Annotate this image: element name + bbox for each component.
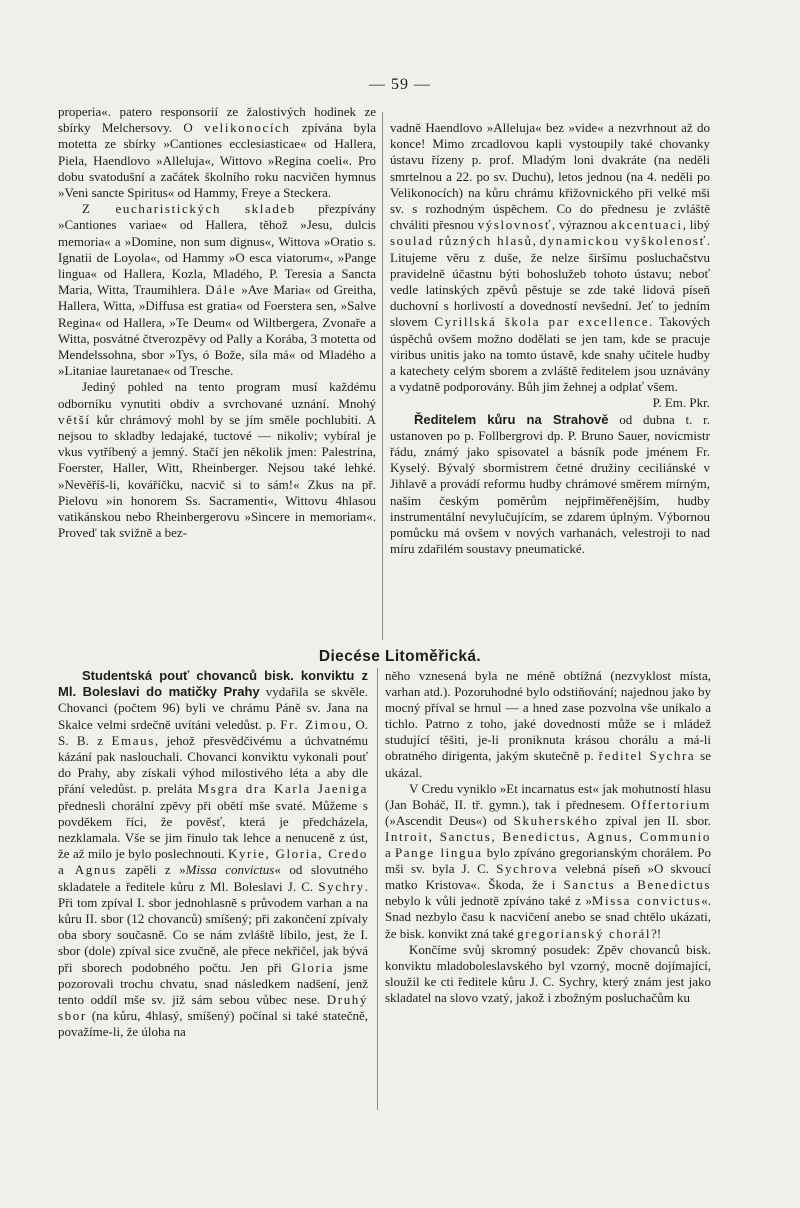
text: přednesli chorální zpěvy při obětí mše svaté. Můžeme s povděkem říci, že pověsť, která je předcházela, nezklamala. Vše se jim řinulo tak lehce a nenuceně z úst, že až milo je bylo poslechnouti. <box>58 797 368 862</box>
text: od dubna t. r. ustanoven po p. Follbergrovi dp. P. Bruno Sauer, novicmistr řádu, známý jako spisovatel a básník pode jménem Fr. Kyselý. Bývalý sbormistrem četné družiny ceciliánské v Jihlavě a provádí reformu hudby chrámové směrem mírným, našim českým poměrům nejpřiměřenějším, hudby instrumentální nevylučujícím, se zdarem úplným. Výbornou pomůcku má ovšem v nových varhanách, velestroji to nad míru zdařilém soustavy pneumatické. <box>390 411 710 557</box>
spaced-text: Fr. Zimou <box>280 716 348 732</box>
text: jsme pozorovali trochu chvatu, snad následkem nadšení, jenž tento oddíl mše sv. již sám sebou vůbec nese. <box>58 959 368 1008</box>
text: Jediný pohled na tento program musí každému odborníku vynutiti obdiv a svrchované uznání. Mnohý <box>58 379 376 411</box>
text: ?! <box>651 925 662 941</box>
spaced-text: výslovnosť <box>477 217 552 233</box>
text: (na kůru, 4hlasý, smíšený) počínal si také statečně, považíme-li, že úloha na <box>58 1008 368 1040</box>
spaced-text: Gloria <box>291 959 334 975</box>
text: «. Snad nezbylo času k nacvičení anebo se snad chtělo ukázati, že bisk. konvikt zná také <box>385 893 711 941</box>
spaced-text: Msgra dra Karla Jaeniga <box>197 781 369 797</box>
signature: P. Em. Pkr. <box>652 395 710 411</box>
paragraph <box>385 781 711 942</box>
spaced-text: Sychrova <box>496 861 559 877</box>
spaced-text: akcentuaci <box>611 217 683 233</box>
text: . Takových úspěchů ovšem možno dodělati se jen tam, kde se pracuje viribus unitis jako na tomto ústavě, kde snahy učitele hudby a katechety celým sborem a zvláště ředitelem jsou uznávány a vydatně podporovány. Bůh jim žehnej a odplať všem. <box>390 314 710 395</box>
paragraph <box>385 942 711 1006</box>
text: velebná píseň »O skvoucí matko Kristova«. Škoda, že i <box>385 861 711 893</box>
text: , jehož přesvědčivému a úchvatnému kázání pak naslouchali. Chovanci konviktu vykonali pouť do Prahy, aby získali výhod milostivého léta a aby dle přání veledůst. p. preláta <box>58 732 369 797</box>
column-top-left <box>58 104 376 541</box>
spaced-text: větší <box>58 411 91 427</box>
text: zapěli z » <box>116 862 186 878</box>
text: , <box>532 233 540 249</box>
spaced-text: Sanctus <box>563 877 616 893</box>
text: , výraznou <box>552 217 612 233</box>
spaced-text: Dále <box>205 282 237 298</box>
paragraph <box>390 120 710 412</box>
spaced-text: Missa convictus <box>591 893 702 909</box>
spaced-text: Z eucharistických skladeb <box>82 201 296 217</box>
column-divider-top <box>382 112 383 640</box>
text: « od slovutného skladatele a ředitele kůru z Ml. Boleslavi J. C. <box>58 862 369 894</box>
column-divider-bottom <box>377 668 378 1110</box>
text: (»Ascendit Deus«) od <box>385 812 514 828</box>
text: . Litujeme věru z duše, že nelze širšímu posluchačstvu pravidelně účastnu býti bohoslužeb tohoto ústavu; neboť vedle latinských zpěvů pěstuje se zde také lidová píseň duchovní s horlivostí a dovedností nevšední. Jeť to jedním slovem <box>390 233 710 330</box>
text: zpívána byla motetta ze sbírky »Cantiones ecclesiasticae« od Hallera, Piela, Haendlovo »Alleluja«, Wittovo »Regina coeli«. Pro dobu svatodušní a začátek školního roku nacvičen hymnus »Veni sancte Spiritus« od Hammy, Freye a Steckera. <box>58 120 376 201</box>
spaced-text: Pange lingua <box>394 845 483 861</box>
text: zpíval jen II. sbor. <box>598 812 711 828</box>
italic-text: Missa convictus <box>185 862 275 878</box>
text: bylo zpíváno gregorianským chorálem. Po mši sv. byla J. C. <box>385 845 711 877</box>
paragraph-heading: Ředitelem kůru na Strahově <box>414 411 609 427</box>
text: properia«. patero responsorií ze žalostivých hodinek ze sbírky Melchersovy. O <box>58 104 376 136</box>
spaced-text: gregorianský chorál <box>517 925 652 941</box>
page-number: — 59 — <box>369 76 431 93</box>
text: něho vznesená byla ne méně obtížná (nezvyklost místa, varhan atd.). Pozoruhodné bylo odstiňování; najednou jako by mocný příval se hrnul — a hned zase pozvolna vše unikalo a tichlo. Patrno z toho, jaké dovednosti může se i mládež studující těšiti, je-li proniknuta krásou chorálu a má-li obratného dirigenta, jakým skutečně p. <box>385 668 711 764</box>
text: a <box>385 845 395 861</box>
paragraph <box>58 201 376 379</box>
paragraph-heading: Studentská pouť chovanců bisk. konviktu z Ml. Boleslavi do matičky Prahy <box>58 668 368 700</box>
spaced-text: Cyrillská škola par excellence <box>434 314 650 330</box>
spaced-text: Kyrie, Gloria, Credo a Agnus <box>58 846 368 878</box>
spaced-text: velikonocích <box>204 120 291 136</box>
text: přezpívány »Cantiones variae« od Hallera, těhož »Jesu, dulcis memoria« a »Domine, non sum dignus«, Wittova »Oratio s. Ignatii de Loyola«, od Hammy »O esca viatorum«, »Pange lingua« od Hallera, Kozla, Mladého, P. Teresia a Sancta Maria, Witta, Traumihlera. <box>58 201 376 298</box>
spaced-text: ředitel Sychra <box>598 748 696 764</box>
paragraph <box>58 668 368 1041</box>
spaced-text: Benedictus <box>637 877 711 893</box>
paragraph <box>385 668 711 781</box>
text: a <box>615 877 638 893</box>
spaced-text: Sychry <box>318 878 365 894</box>
text: kůr chrámový mohl by se jím směle pochlubiti. A nejsou to skladby ledajaké, tuctové — nikoliv; vybíral je vkus vytříbený a jemný. Stačí jen několik jmen: Palestrina, Foerster, Haller, Witt, Rheinberger. Nejsou také lehké. »Nevěříš-li, kováříčku, nacvič si to sám!« Zkus na př. Pielovu »in honorem Ss. Sacramenti«, Wittovu 4hlasou vatikánskou nebo Rheinbergerovu »Sincere in memoriam«. Proveď tak svižně a bez- <box>58 411 376 541</box>
text: se ukázal. <box>385 748 711 780</box>
column-top-right <box>390 120 710 557</box>
spaced-text: soulad různých hlasů <box>390 233 533 249</box>
text: . Při tom zpíval I. sbor jednohlasně s průvodem varhan a na kůru II. sbor (12 chovanců) smíšený; při zakončení zpívaly oba sbory současně. Co se nám zvláště líbilo, jest, že I. sbor (dole) zpíval sice zvučně, ale přece nekřičel, jak bývá při sborech podobného počtu. Jen při <box>58 878 368 975</box>
text: vydařila se skvěle. Chovanci (počtem 96) byli ve chrámu Páně sv. Jana na Skalce velmi srdečně uvítáni veledůst. p. <box>58 684 368 732</box>
spaced-text: Skuherského <box>513 812 599 828</box>
spaced-text: Introit, Sanctus, Benedictus, Agnus, Communio <box>385 828 711 844</box>
spaced-text: Offertorium <box>630 796 711 812</box>
column-bottom-left <box>58 668 368 1041</box>
text: , libý <box>682 217 710 233</box>
text: »Ave Maria« od Greitha, Hallera, Witta, »Diffusa est gratia« od Foerstera sen, »Salve Regina« od Hallera, »Te Deum« od Wiltbergera, Zvonaře a Witta, posvátné čtverozpěvy od Pally a Korába, 3 motetta od Mendelssohna, sbor »Tys, ó Bože, síla má« od Mladého a »Litaniae lauretanae« od Tresche. <box>58 282 376 379</box>
paragraph <box>58 379 376 541</box>
section-title: Diecése Litoměřická. <box>318 648 482 665</box>
text: , O. S. B. z <box>58 716 368 748</box>
text: nebylo k vůli jednotě zpíváno také z » <box>385 893 592 909</box>
paragraph <box>390 412 710 558</box>
spaced-text: Emaus <box>111 732 155 748</box>
spaced-text: Druhý sbor <box>58 992 368 1024</box>
paragraph <box>58 104 376 201</box>
spaced-text: dynamickou vyškolenosť <box>539 233 707 249</box>
column-bottom-right <box>385 668 711 1006</box>
text: V Credu vyniklo »Et incarnatus est« jak mohutností hlasu (Jan Boháč, II. tř. gymn.), tak i přednesem. <box>385 780 711 812</box>
text: Končíme svůj skromný posudek: Zpěv chovanců bisk. konviktu mladoboleslavského byl vzorný, mocně dojímající, sloužil ke cti ředitele kůru J. C. Sychry, který znám jest jako skladatel na slovo vzatý, jakož i zbožným posluchačům ku <box>385 941 711 1005</box>
text: vadně Haendlovo »Alleluja« bez »vide« a nezvrhnout až do konce! Mimo zrcadlovou kapli vystoupily také chovanky ústavu řízeny p. prof. Mladým loni dvakráte (na neděli smrtelnou a 22. po sv. Duchu), letos jednou (na 4. neděli po Velikonocích) na kůru chrámu křižovnického při velké mši sv. s rozhodným úspěchem. Co do přednesu je zvláště chváliti přesnou <box>390 120 710 233</box>
